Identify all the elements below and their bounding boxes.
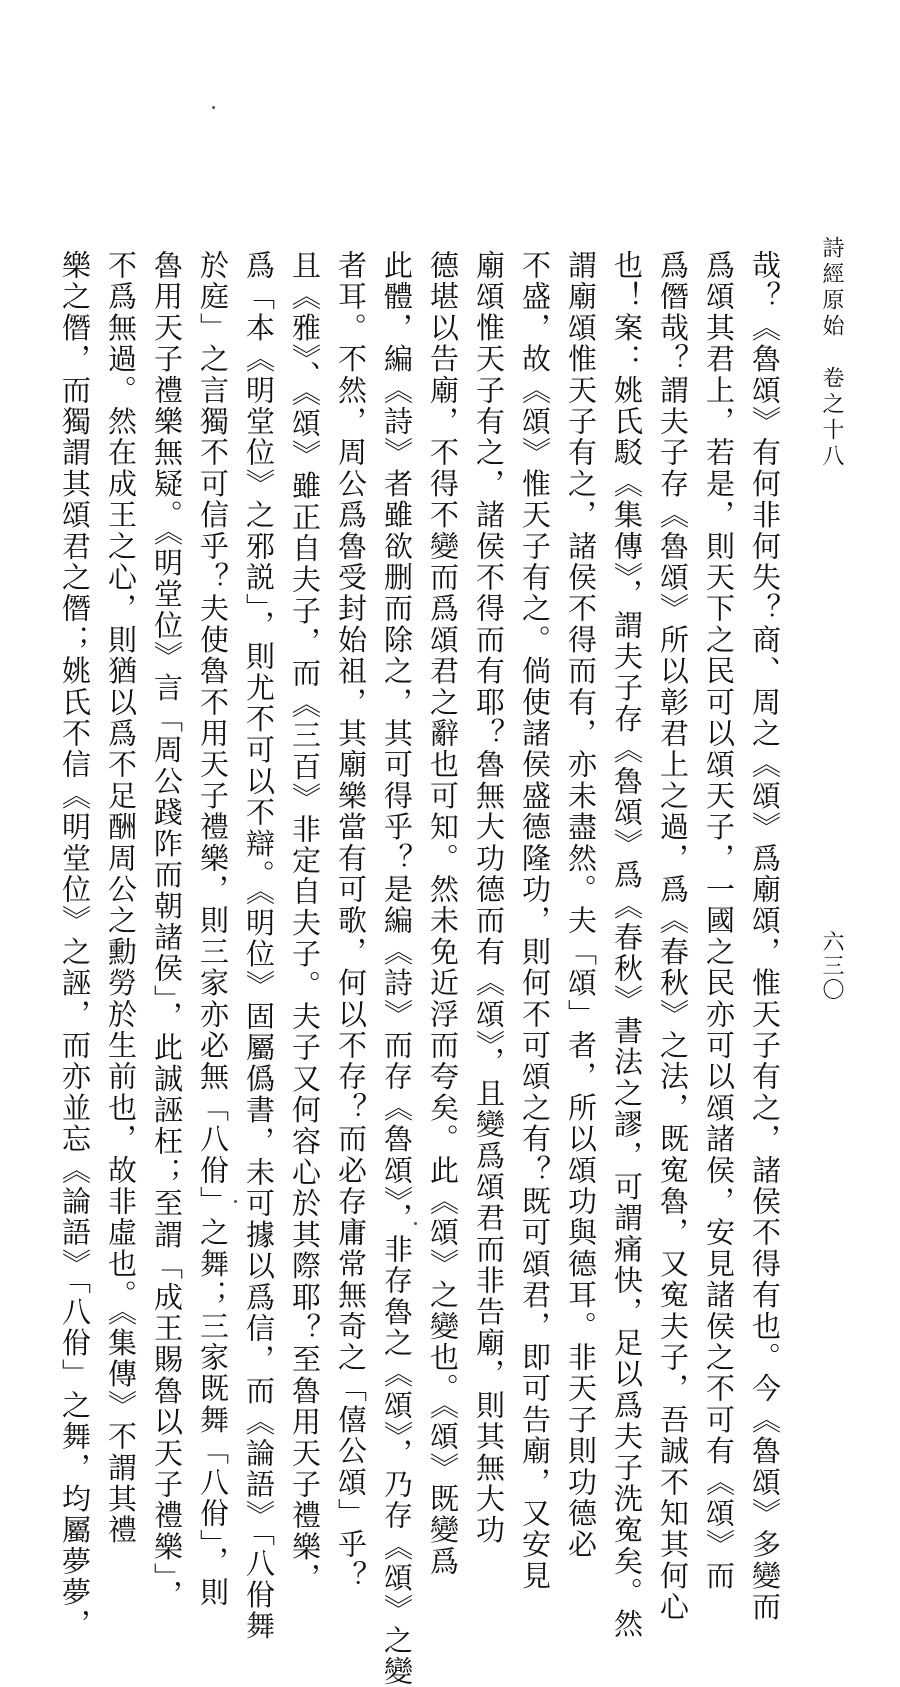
- paper-speck: [234, 1200, 237, 1203]
- text-column: 不爲無過。然在成王之心，則猶以爲不足酬周公之勳勞於生前也，故非虛也。《集傳》不謂其禮: [104, 250, 138, 1546]
- page-number: 六三〇: [819, 930, 844, 1002]
- text-column: 樂之僭，而獨謂其頌君之僭；姚氏不信《明堂位》之誣，而亦並忘《論語》「八佾」之舞，均屬夢夢，: [58, 250, 92, 1640]
- text-column: 廟頌惟天子有之，諸侯不得而有耶？魯無大功德而有《頌》，且變爲頌君而非告廟，則其無大功: [472, 250, 506, 1546]
- body-text: [58, 250, 788, 1687]
- paper-speck: [212, 106, 215, 109]
- text-column: 且《雅》、《頌》雖正自夫子，而《三百》非定自夫子。夫子又何容心於其際耶？至魯用天子禮樂，: [288, 250, 322, 1594]
- volume-label: 卷之十八: [819, 366, 844, 470]
- text-column: 於庭」之言獨不可信乎？夫使魯不用天子禮樂，則三家亦必無「八佾」之舞；三家既舞「八佾」，則: [196, 250, 230, 1609]
- text-column: 此體，編《詩》者雖欲删而除之，其可得乎？是編《詩》而存《魯頌》，非存魯之《頌》，乃存《頌》之變: [380, 250, 414, 1687]
- text-column: 爲頌其君上，若是，則天下之民可以頌天子，一國之民亦可以頌諸侯，安見諸侯之不可有《頌》而: [702, 250, 736, 1592]
- text-column: 也！案：姚氏駁《集傳》，謂夫子存《魯頌》爲《春秋》書法之謬，可謂痛快，足以爲夫子洗寃矣。然: [610, 250, 644, 1640]
- paper-speck: [414, 1222, 417, 1225]
- text-column: 德堪以告廟，不得不變而爲頌君之辭也可知。然未免近浮而夸矣。此《頌》之變也。《頌》既變爲: [426, 250, 460, 1578]
- text-column: 不盛，故《頌》惟天子有之。倘使諸侯盛德隆功，則何不可頌之有？既可頌君，即可告廟，又安見: [518, 250, 552, 1592]
- text-column: 爲「本《明堂位》之邪説」，則尤不可以不辯。《明位》固屬僞書，未可據以爲信，而《論語》「八佾舞: [242, 250, 276, 1642]
- book-title: 詩經原始: [819, 236, 844, 340]
- text-column: 者耳。不然，周公爲魯受封始祖，其廟樂當有可歌，何以不存？而必存庸常無奇之「僖公頌」乎？: [334, 250, 368, 1592]
- text-column: 謂廟頌惟天子有之，諸侯不得而有，亦未盡然。夫「頌」者，所以頌功與德耳。非天子則功德必: [564, 250, 598, 1561]
- text-column: 魯用天子禮樂無疑。《明堂位》言「周公踐阼而朝諸侯」，此誠誣枉；至謂「成王賜魯以天子禮樂」，: [150, 250, 184, 1611]
- running-header: [814, 236, 848, 470]
- text-column: 爲僭哉？謂夫子存《魯頌》所以彰君上之過，爲《春秋》之法，既寃魯，又寃夫子，吾誠不知其何心: [656, 250, 690, 1623]
- text-column: 哉？《魯頌》有何非何失？商、周之《頌》爲廟頌，惟天子有之，諸侯不得有也。今《魯頌》多變而: [748, 250, 782, 1623]
